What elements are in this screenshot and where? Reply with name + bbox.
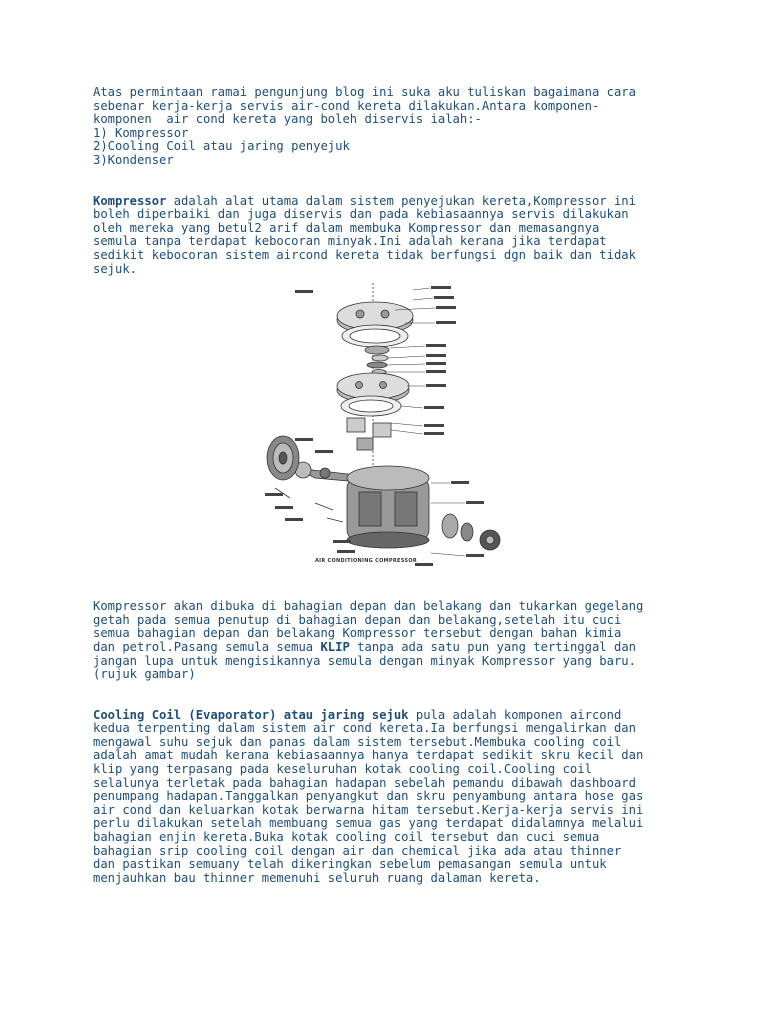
- klip-emphasis: KLIP: [320, 639, 350, 654]
- paragraph-line: sedikit kebocoran sistem aircond kereta tidak berfungsi dgn baik dan tidak: [93, 247, 636, 262]
- document-body: [93, 86, 713, 885]
- intro-line: Atas permintaan ramai pengunjung blog ini suka aku tuliskan bagaimana cara: [93, 85, 636, 99]
- paragraph-line: selalunya terletak pada bahagian hadapan sebelah pemandu dibawah dashboard: [93, 775, 636, 790]
- compressor-exploded-diagram-icon: [255, 278, 505, 570]
- paragraph-line: dan pastikan semuany telah dikeringkan sebelum pemasangan semula untuk: [93, 857, 607, 872]
- paragraph-line: semula tanpa terdapat kebocoran minyak.Ini adalah kerana jika terdapat: [93, 234, 607, 249]
- intro-line: komponen air cond kereta yang boleh diservis ialah:-: [93, 112, 482, 127]
- kompressor-paragraph: [93, 195, 713, 277]
- list-item: 1) Kompressor: [93, 125, 189, 140]
- paragraph-line: perlu dilakukan setelah membuang semua gas yang terdapat didalamnya melalui: [93, 816, 644, 831]
- paragraph-line: Kompressor akan dibuka di bahagian depan dan belakang dan tukarkan gegelang: [93, 599, 644, 614]
- paragraph-line: boleh diperbaiki dan juga diservis dan pada kebiasaannya servis dilakukan: [93, 207, 629, 222]
- intro-paragraph: [93, 86, 713, 168]
- paragraph-line: jangan lupa untuk mengisikannya semula dengan minyak Kompressor yang baru.: [93, 653, 636, 668]
- paragraph-line: kedua terpenting dalam sistem air cond kereta.Ia berfungsi mengalirkan dan: [93, 721, 636, 736]
- paragraph-line: oleh mereka yang betul2 arif dalam membuka Kompressor dan memasangnya: [93, 220, 600, 235]
- paragraph-line: (rujuk gambar): [93, 667, 196, 682]
- list-item: 3)Kondenser: [93, 152, 174, 167]
- paragraph-line: semua bahagian depan dan belakang Kompressor tersebut dengan bahan kimia: [93, 626, 622, 641]
- paragraph-line: menjauhkan bau thinner memenuhi seluruh ruang dalaman kereta.: [93, 870, 541, 885]
- paragraph-line: tanpa ada satu pun yang tertinggal dan: [349, 639, 636, 654]
- cooling-coil-paragraph: [93, 709, 713, 886]
- paragraph-line: bahagian enjin kereta.Buka kotak cooling coil tersebut dan cuci semua: [93, 830, 600, 845]
- kompressor-service-paragraph: [93, 600, 713, 682]
- kompressor-heading: Kompressor: [93, 193, 167, 208]
- component-list: [93, 127, 713, 168]
- paragraph-line: getah pada semua penutup di bahagian depan dan belakang,setelah itu cuci: [93, 612, 622, 627]
- paragraph-line: penumpang hadapan.Tanggalkan penyangkut dan skru penyambung antara hose gas: [93, 789, 644, 804]
- paragraph-line: sejuk.: [93, 261, 138, 276]
- paragraph-line: pula adalah komponen aircond: [408, 707, 622, 722]
- list-item: 2)Cooling Coil atau jaring penyejuk: [93, 139, 350, 154]
- paragraph-line: air cond dan keluarkan kotak berwarna hitam tersebut.Kerja-kerja servis ini: [93, 802, 644, 817]
- intro-line: sebenar kerja-kerja servis air-cond kereta dilakukan.Antara komponen-: [93, 98, 600, 113]
- paragraph-line: adalah amat mudah kerana kebiasaannya hanya terdapat sedikit skru kecil dan: [93, 748, 644, 763]
- paragraph-line: bahagian srip cooling coil dengan air dan chemical jika ada atau thinner: [93, 843, 622, 858]
- cooling-coil-heading: Cooling Coil (Evaporator) atau jaring sejuk: [93, 707, 409, 722]
- paragraph-line: adalah alat utama dalam sistem penyejukan kereta,Kompressor ini: [166, 193, 636, 208]
- paragraph-line: klip yang terpasang pada keseluruhan kotak cooling coil.Cooling coil: [93, 762, 592, 777]
- figure-caption: AIR CONDITIONING COMPRESSOR: [315, 558, 418, 565]
- paragraph-line: dan petrol.Pasang semula semua: [93, 639, 321, 654]
- paragraph-line: mengawal suhu sejuk dan panas dalam sistem tersebut.Membuka cooling coil: [93, 734, 622, 749]
